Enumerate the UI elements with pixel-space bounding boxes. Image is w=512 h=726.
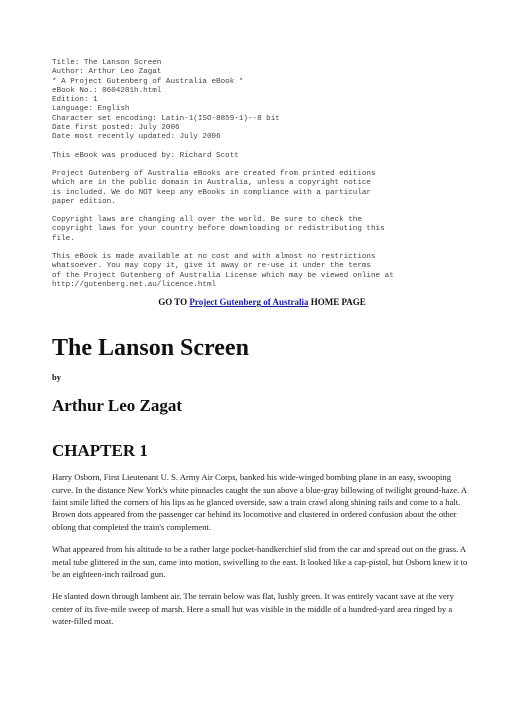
author-line: Author: Arthur Leo Zagat <box>52 68 162 77</box>
project-line: * A Project Gutenberg of Australia eBook * <box>52 77 244 86</box>
goto-prefix: GO TO <box>158 297 188 308</box>
language-line: Language: English <box>52 105 130 114</box>
edition-line: Edition: 1 <box>52 96 98 105</box>
goto-home-nav <box>52 297 472 307</box>
ebook-header-block <box>52 59 472 143</box>
first-posted-line: Date first posted: July 2006 <box>52 124 180 133</box>
goto-suffix: HOME PAGE <box>310 297 366 308</box>
notice-paragraph: Project Gutenberg of Australia eBooks are created from printed editions which are in the public domain in Australia, unless a copyright notice is included. We do NOT keep any eBooks in compliance with a particular paper edition. <box>52 169 376 206</box>
story-title: The Lanson Screen <box>52 335 249 362</box>
home-page-link[interactable]: Project Gutenberg of Australia <box>189 297 309 308</box>
story-paragraph: What appeared from his altitude to be a rather large pocket-handkerchief slid from the car and spread out on the grass. A metal tube glittered in the sun, came into motion, swivelling to the east. It looked like a cap-pistol, but Osborn knew it to be an eighteen-inch railroad gun. <box>52 544 468 580</box>
title-line: Title: The Lanson Screen <box>52 59 162 67</box>
produced-by-line: This eBook was produced by: Richard Scott <box>52 151 239 160</box>
document-page <box>52 59 472 628</box>
chapter-heading: CHAPTER 1 <box>52 441 148 461</box>
copyright-paragraph: Copyright laws are changing all over the world. Be sure to check the copyright laws for your country before downloading or redistributing this file. <box>52 216 385 243</box>
story-paragraph: Harry Osborn, First Lieutenant U. S. Army Air Corps, banked his wide-winged bombing plane in an easy, swooping curve. In the distance New York's white pinnacles caught the sun above a blue-gray billowing of twilight ground-haze. A faint smile lifted the corners of his lips as he glanced overside, saw a train crawl along shining rails and come to a halt. Brown dots appeared from the passenger car behind its locomotive and clustered in ordered confusion about the other oblong that completed the train's complement. <box>52 472 467 532</box>
ebook-number-line: eBook No.: 0604281h.html <box>52 86 162 95</box>
license-paragraph: This eBook is made available at no cost and with almost no restrictions whatsoever. You may copy it, give it away or re-use it under the terms of the Project Gutenberg of Australia License which may be viewed online at http://gutenberg.net.au/licence.html <box>52 253 394 289</box>
story-author: Arthur Leo Zagat <box>52 396 183 416</box>
updated-line: Date most recently updated: July 2006 <box>52 133 221 142</box>
charset-line: Character set encoding: Latin-1(ISO-8859-1)--8 bit <box>52 114 280 123</box>
story-paragraph: He slanted down through lambent air. The terrain below was flat, lushly green. It was entirely vacant save at the very center of its five-mile sweep of marsh. Here a small hut was visible in the middle of a hundred-yard area ringed by a water-filled moat. <box>52 591 454 627</box>
byline-label: by <box>52 372 61 383</box>
